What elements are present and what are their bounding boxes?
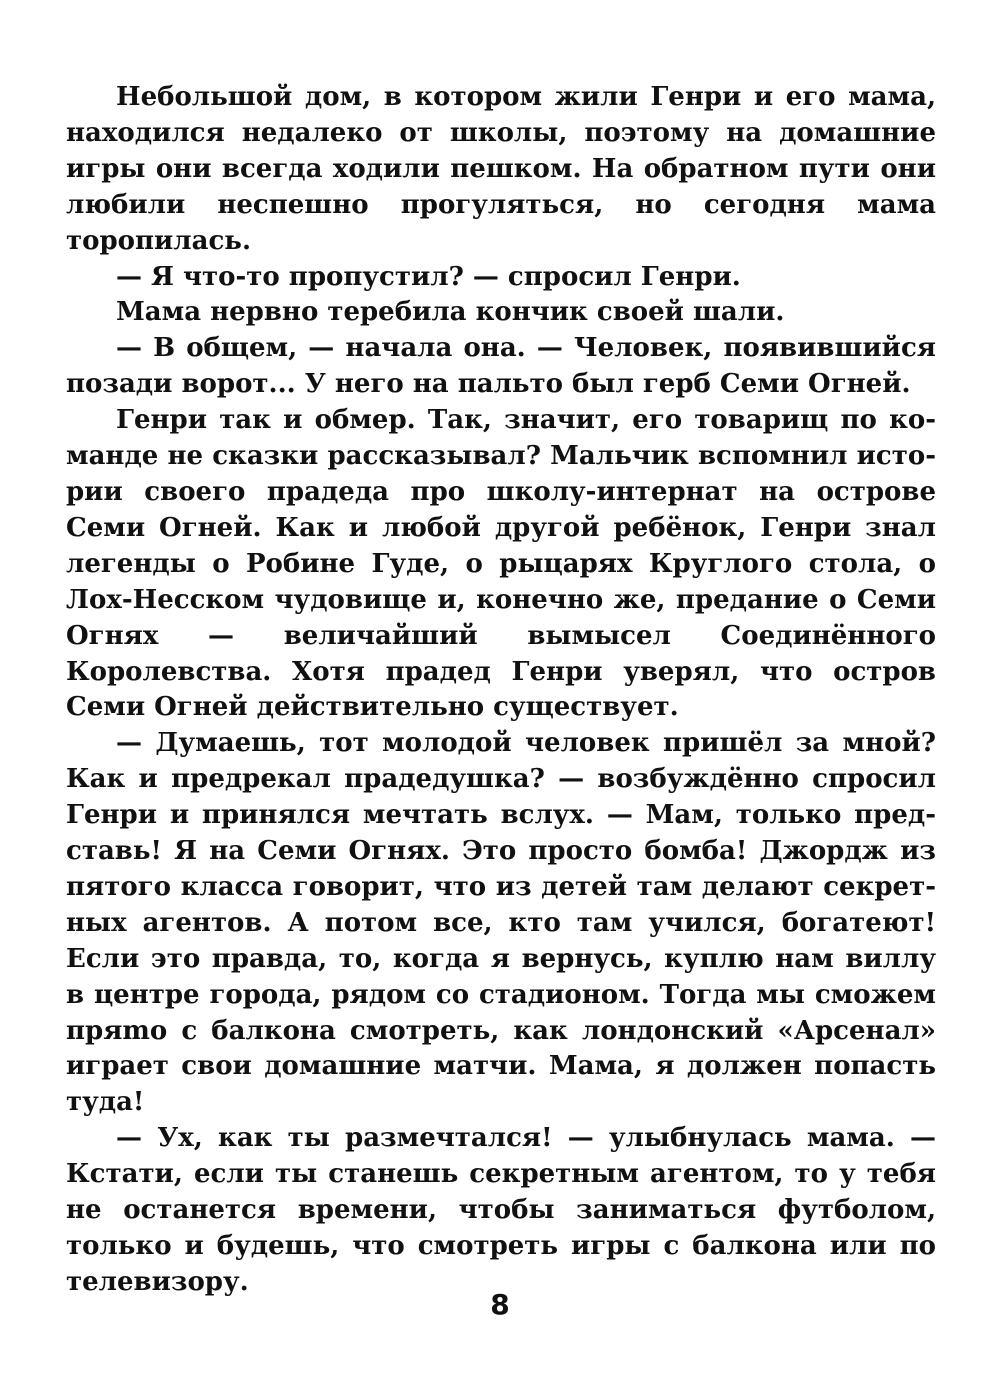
paragraph: — Я что-то пропустил? — спросил Генри. (116, 261, 741, 292)
body-text (66, 80, 936, 1301)
paragraph: Генри так и обмер. Так, значит, его товарищ по команде не сказки рассказывал? Мальчик вспомнил истории своего прадеда про школу-интернат на острове Семи Огней. Как и любой другой ребёнок, Генри знал легенды о Робине Гуде, о рыцарях Круглого стола, о Лох-Несском чудовище и, конечно же, предание о Семи Огнях — величайший вымысел Соединённого Королевства. Хотя прадед Генри уверял, что остров Семи Огней действительно существует. (66, 405, 936, 723)
paragraph: Мама нервно теребила кончик своей шали. (116, 297, 785, 328)
paragraph: Небольшой дом, в котором жили Генри и его мама, находился недалеко от школы, поэтому на домашние игры они всегда ходили пешком. На обратном пути они любили неспешно прогуляться, но сегодня мама торопилась. (66, 82, 936, 256)
paragraph: — Ух, как ты размечтался! — улыбнулась мама. — Кстати, если ты станешь секретным агентом, то у тебя не останется времени, чтобы заниматься футболом, только и будешь, что смотреть игры с балкона или по телевизору. (66, 1123, 936, 1297)
page-number: 8 (490, 1288, 510, 1321)
paragraph: — В общем, — начала она. — Человек, появившийся позади ворот... У него на пальто был герб Семи Огней. (66, 333, 936, 400)
paragraph: — Думаешь, тот молодой человек пришёл за мной? Как и предрекал прадедушка? — возбуждённо спросил Генри и принялся мечтать вслух. — Мам, только представь! Я на Семи Огнях. Это просто бомба! Джордж из пятого класса говорит, что из детей там делают секретных агентов. А потом все, кто там учился, богатеют! Если это правда, то, когда я вернусь, куплю нам виллу в центре города, рядом со стадионом. Тогда мы сможем пряmo с балкона смотреть, как лондонский «Арсенал» играет свои домашние матчи. Мама, я должен попасть туда! (66, 728, 936, 1118)
